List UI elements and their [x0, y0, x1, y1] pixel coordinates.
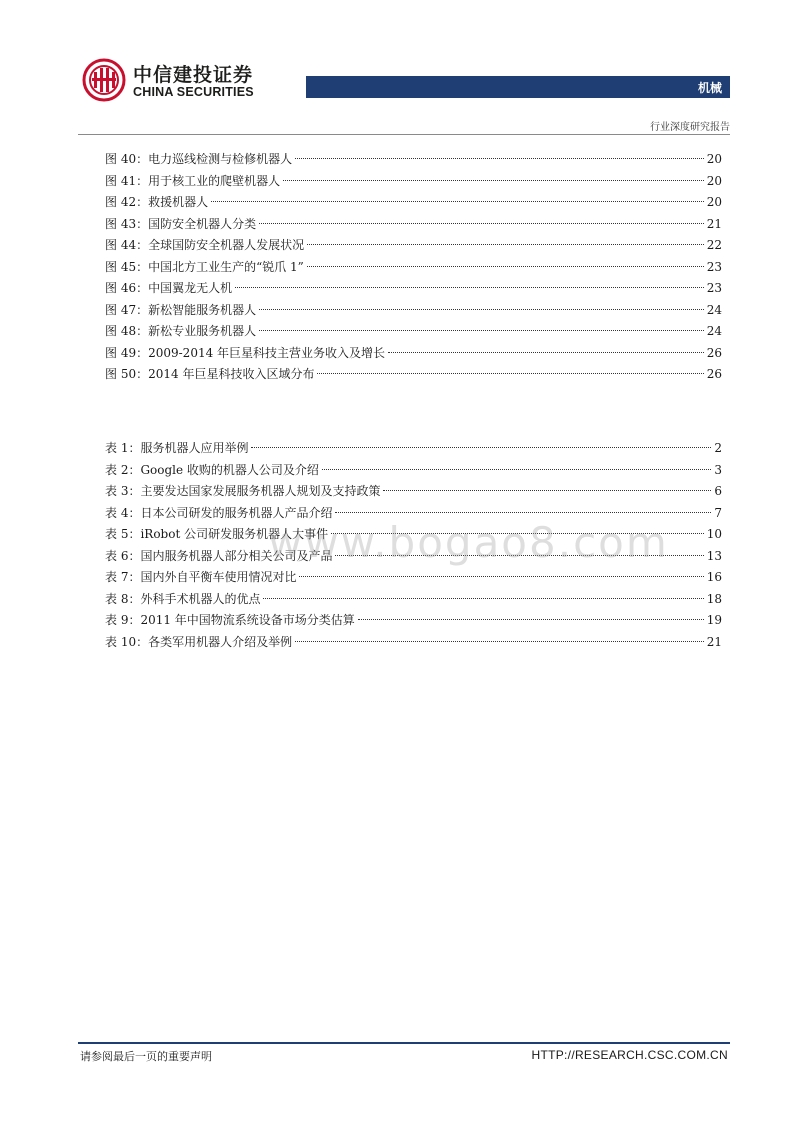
toc-leader	[317, 373, 703, 374]
toc-page: 22	[706, 238, 722, 252]
toc-page: 20	[706, 173, 722, 188]
toc-leader	[235, 287, 704, 288]
toc-row[interactable]	[105, 481, 722, 503]
toc-page: 10	[706, 527, 722, 541]
toc-label: 图 49：2009-2014 年巨星科技主营业务收入及增长	[105, 345, 386, 360]
toc-row[interactable]	[105, 192, 722, 214]
toc-leader	[251, 447, 711, 448]
footer-disclaimer: 请参阅最后一页的重要声明	[80, 1050, 212, 1063]
toc-label: 表 8：外科手术机器人的优点	[105, 591, 261, 606]
toc-leader	[358, 619, 704, 620]
toc-label: 表 7：国内外自平衡车使用情况对比	[105, 570, 297, 584]
toc-page: 20	[706, 195, 722, 209]
toc-page: 3	[714, 462, 722, 477]
footer-divider	[78, 1042, 730, 1044]
toc-page: 24	[706, 302, 722, 317]
toc-row[interactable]	[105, 278, 722, 300]
brand-name-en: CHINA SECURITIES	[133, 85, 254, 99]
toc-row[interactable]	[105, 171, 722, 193]
toc-row[interactable]	[105, 149, 722, 171]
toc-label: 图 43：国防安全机器人分类	[105, 216, 257, 231]
toc-row[interactable]	[105, 257, 722, 279]
toc-label: 图 45：中国北方工业生产的“锐爪 1”	[105, 259, 304, 274]
sector-label: 机械	[697, 81, 722, 95]
toc-label: 表 5：iRobot 公司研发服务机器人大事件	[105, 527, 329, 541]
toc-page: 26	[706, 367, 722, 381]
toc-row[interactable]	[105, 438, 722, 460]
toc-label: 表 1：服务机器人应用举例	[105, 441, 249, 455]
toc-leader	[335, 512, 711, 513]
toc-page: 13	[706, 548, 722, 563]
toc-label: 图 48：新松专业服务机器人	[105, 324, 257, 338]
toc-page: 2	[714, 441, 722, 455]
brand-name-cn: 中信建投证券	[133, 64, 254, 86]
toc-page: 24	[706, 324, 722, 338]
toc-row[interactable]	[105, 567, 722, 589]
toc-row[interactable]	[105, 460, 722, 482]
toc-label: 图 41：用于核工业的爬壁机器人	[105, 173, 281, 188]
toc-label: 表 9：2011 年中国物流系统设备市场分类估算	[105, 613, 355, 627]
toc-page: 21	[706, 216, 722, 231]
page-header	[82, 56, 730, 104]
toc-label: 图 40：电力巡线检测与检修机器人	[105, 152, 293, 166]
toc-leader	[259, 330, 704, 331]
toc-row[interactable]	[105, 343, 722, 365]
toc-page: 16	[706, 570, 722, 584]
header-divider	[78, 134, 730, 135]
toc-row[interactable]	[105, 364, 722, 386]
toc-leader	[283, 180, 704, 181]
toc-leader	[307, 266, 704, 267]
toc-row[interactable]	[105, 235, 722, 257]
watermark: www.bogao8.com	[268, 518, 669, 567]
toc-page: 18	[706, 591, 722, 606]
footer-url-link[interactable]: HTTP://RESEARCH.CSC.COM.CN	[531, 1048, 728, 1062]
toc-label: 图 46：中国翼龙无人机	[105, 281, 233, 295]
figure-index	[105, 149, 722, 386]
toc-page: 23	[706, 281, 722, 295]
toc-row[interactable]	[105, 214, 722, 236]
toc-row[interactable]	[105, 321, 722, 343]
toc-leader	[299, 576, 703, 577]
toc-label: 表 2：Google 收购的机器人公司及介绍	[105, 462, 319, 477]
toc-row[interactable]	[105, 610, 722, 632]
toc-label: 图 44：全球国防安全机器人发展状况	[105, 238, 305, 252]
toc-page: 23	[706, 259, 722, 274]
toc-label: 表 10：各类军用机器人介绍及举例	[105, 634, 293, 649]
toc-row[interactable]	[105, 300, 722, 322]
toc-leader	[259, 223, 704, 224]
toc-leader	[383, 490, 711, 491]
toc-row[interactable]	[105, 589, 722, 611]
toc-leader	[295, 641, 704, 642]
toc-page: 6	[714, 484, 722, 498]
toc-page: 7	[714, 505, 722, 520]
toc-label: 表 3：主要发达国家发展服务机器人规划及支持政策	[105, 484, 381, 498]
toc-page: 20	[706, 152, 722, 166]
toc-label: 表 4：日本公司研发的服务机器人产品介绍	[105, 505, 333, 520]
toc-leader	[259, 309, 704, 310]
toc-leader	[295, 158, 704, 159]
toc-page: 21	[706, 634, 722, 649]
toc-page: 19	[706, 613, 722, 627]
report-type: 行业深度研究报告	[650, 122, 730, 133]
toc-row[interactable]	[105, 632, 722, 654]
toc-label: 图 42：救援机器人	[105, 195, 209, 209]
toc-leader	[307, 244, 704, 245]
toc-leader	[263, 598, 703, 599]
toc-label: 表 6：国内服务机器人部分相关公司及产品	[105, 548, 333, 563]
toc-leader	[211, 201, 704, 202]
sector-bar	[306, 76, 730, 98]
toc-label: 图 50：2014 年巨星科技收入区域分布	[105, 367, 315, 381]
toc-page: 26	[706, 345, 722, 360]
toc-label: 图 47：新松智能服务机器人	[105, 302, 257, 317]
csc-logo-icon	[82, 58, 126, 102]
toc-leader	[322, 469, 711, 470]
toc-leader	[388, 352, 704, 353]
